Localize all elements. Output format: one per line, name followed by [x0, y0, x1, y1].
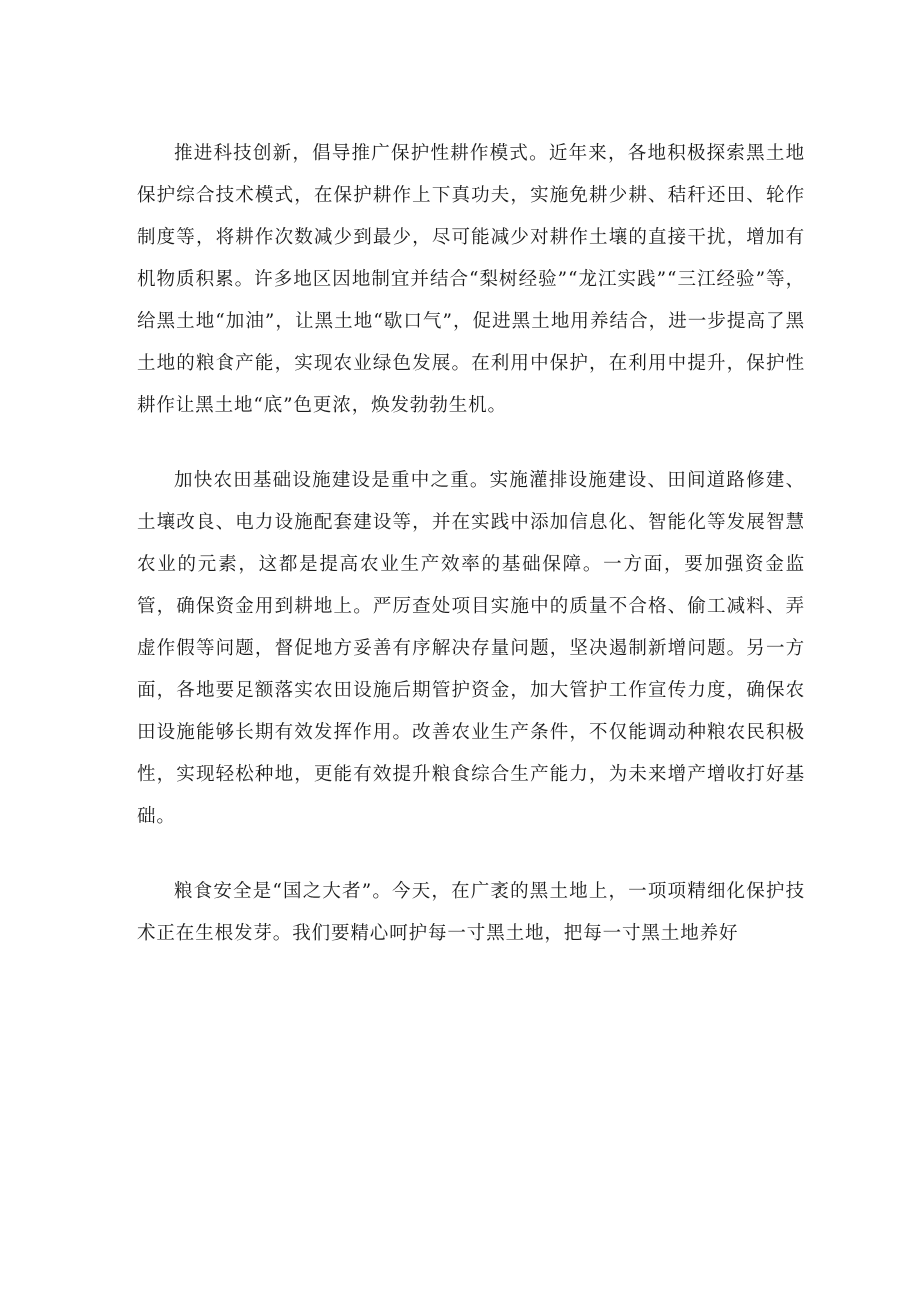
- document-body: [137, 133, 805, 955]
- paragraph-food-security: 粮食安全是“国之大者”。今天，在广袤的黑土地上，一项项精细化保护技术正在生根发芽。我们要精心呵护每一寸黑土地，把每一寸黑土地养好: [137, 881, 805, 944]
- paragraph-farmland-infrastructure: 加快农田基础设施建设是重中之重。实施灌排设施建设、田间道路修建、土壤改良、电力设施配套建设等，并在实践中添加信息化、智能化等发展智慧农业的元素，这都是提高农业生产效率的基础保障。一方面，要加强资金监管，确保资金用到耕地上。严厉查处项目实施中的质量不合格、偷工减料、弄虚作假等问题，督促地方妥善有序解决存量问题，坚决遏制新增问题。另一方面，各地要足额落实农田设施后期管护资金，加大管护工作宣传力度，确保农田设施能够长期有效发挥作用。改善农业生产条件，不仅能调动种粮农民积极性，实现轻松种地，更能有效提升粮食综合生产能力，为未来增产增收打好基础。: [137, 470, 805, 827]
- paragraph-conservation-tillage: 推进科技创新，倡导推广保护性耕作模式。近年来，各地积极探索黑土地保护综合技术模式，在保护耕作上下真功夫，实施免耕少耕、秸秆还田、轮作制度等，将耕作次数减少到最少，尽可能减少对耕作土壤的直接干扰，增加有机物质积累。许多地区因地制宜并结合“梨树经验”“龙江实践”“三江经验”等，给黑土地“加油”，让黑土地“歇口气”，促进黑土地用养结合，进一步提高了黑土地的粮食产能，实现农业绿色发展。在利用中保护，在利用中提升，保护性耕作让黑土地“底”色更浓，焕发勃勃生机。: [137, 143, 805, 416]
